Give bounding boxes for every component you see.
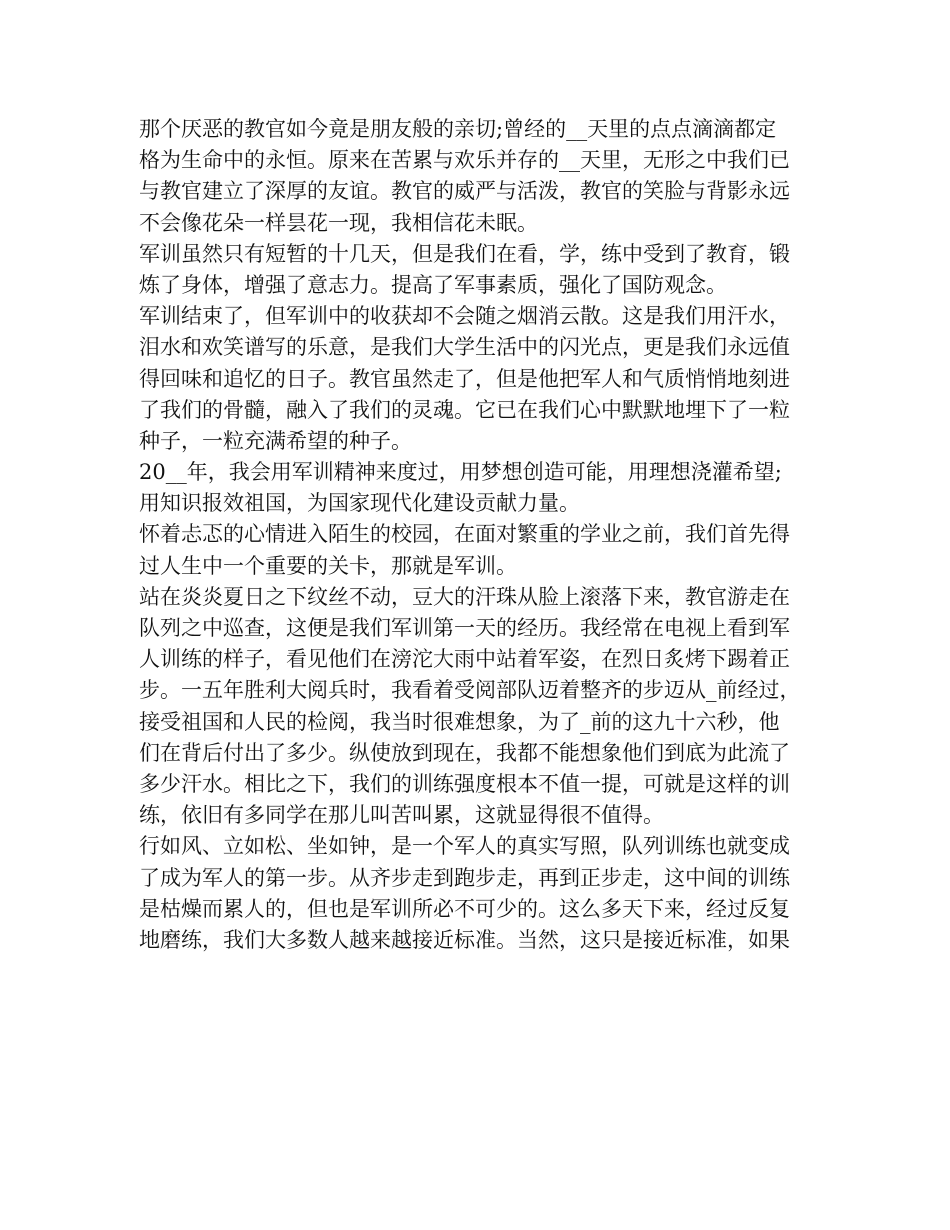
- text-line: 种子，一粒充满希望的种子。: [139, 428, 412, 453]
- text-line: 是枯燥而累人的，但也是军训所必不可少的。这么多天下来，经过反复: [139, 896, 790, 921]
- text-line: 用知识报效祖国，为国家现代化建设贡献力量。: [139, 491, 580, 516]
- text-line: 20__年，我会用军训精神来度过，用梦想创造可能，用理想浇灌希望;: [139, 460, 782, 485]
- text-line: 得回味和追忆的日子。教官虽然走了，但是他把军人和气质悄悄地刻进: [139, 366, 790, 391]
- text-line: 人训练的样子，看见他们在滂沱大雨中站着军姿，在烈日炙烤下踢着正: [139, 647, 790, 672]
- text-line: 行如风、立如松、坐如钟，是一个军人的真实写照，队列训练也就变成: [139, 834, 790, 859]
- text-line: 了成为军人的第一步。从齐步走到跑步走，再到正步走，这中间的训练: [139, 865, 790, 890]
- text-line: 过人生中一个重要的关卡，那就是军训。: [139, 553, 517, 578]
- text-line: 们在背后付出了多少。纵使放到现在，我都不能想象他们到底为此流了: [139, 740, 790, 765]
- text-line: 与教官建立了深厚的友谊。教官的威严与活泼，教官的笑脸与背影永远: [139, 179, 790, 204]
- text-line: 练，依旧有多同学在那儿叫苦叫累，这就显得很不值得。: [139, 803, 664, 828]
- text-line: 炼了身体，增强了意志力。提高了军事素质，强化了国防观念。: [139, 272, 727, 297]
- text-line: 不会像花朵一样昙花一现，我相信花未眠。: [139, 210, 538, 235]
- text-line: 格为生命中的永恒。原来在苦累与欢乐并存的__天里，无形之中我们已: [139, 148, 790, 173]
- text-line: 了我们的骨髓，融入了我们的灵魂。它已在我们心中默默地埋下了一粒: [139, 397, 790, 422]
- text-line: 军训虽然只有短暂的十几天，但是我们在看，学，练中受到了教育，锻: [139, 241, 790, 266]
- text-line: 接受祖国和人民的检阅，我当时很难想象，为了_前的这九十六秒，他: [139, 709, 780, 734]
- text-line: 怀着忐忑的心情进入陌生的校园，在面对繁重的学业之前，我们首先得: [139, 522, 790, 547]
- text-line: 泪水和欢笑谱写的乐意，是我们大学生活中的闪光点，更是我们永远值: [139, 335, 790, 360]
- document-body: [139, 114, 823, 956]
- text-line: 站在炎炎夏日之下纹丝不动，豆大的汗珠从脸上滚落下来，教官游走在: [139, 584, 790, 609]
- text-line: 那个厌恶的教官如今竟是朋友般的亲切;曾经的__天里的点点滴滴都定: [139, 117, 777, 141]
- text-line: 队列之中巡查，这便是我们军训第一天的经历。我经常在电视上看到军: [139, 616, 790, 640]
- text-line: 多少汗水。相比之下，我们的训练强度根本不值一提，可就是这样的训: [139, 771, 790, 796]
- text-line: 步。一五年胜利大阅兵时，我看着受阅部队迈着整齐的步迈从_前经过，: [139, 678, 801, 703]
- text-line: 军训结束了，但军训中的收获却不会随之烟消云散。这是我们用汗水，: [139, 304, 790, 329]
- text-line: 地磨练，我们大多数人越来越接近标准。当然，这只是接近标准，如果: [139, 927, 790, 952]
